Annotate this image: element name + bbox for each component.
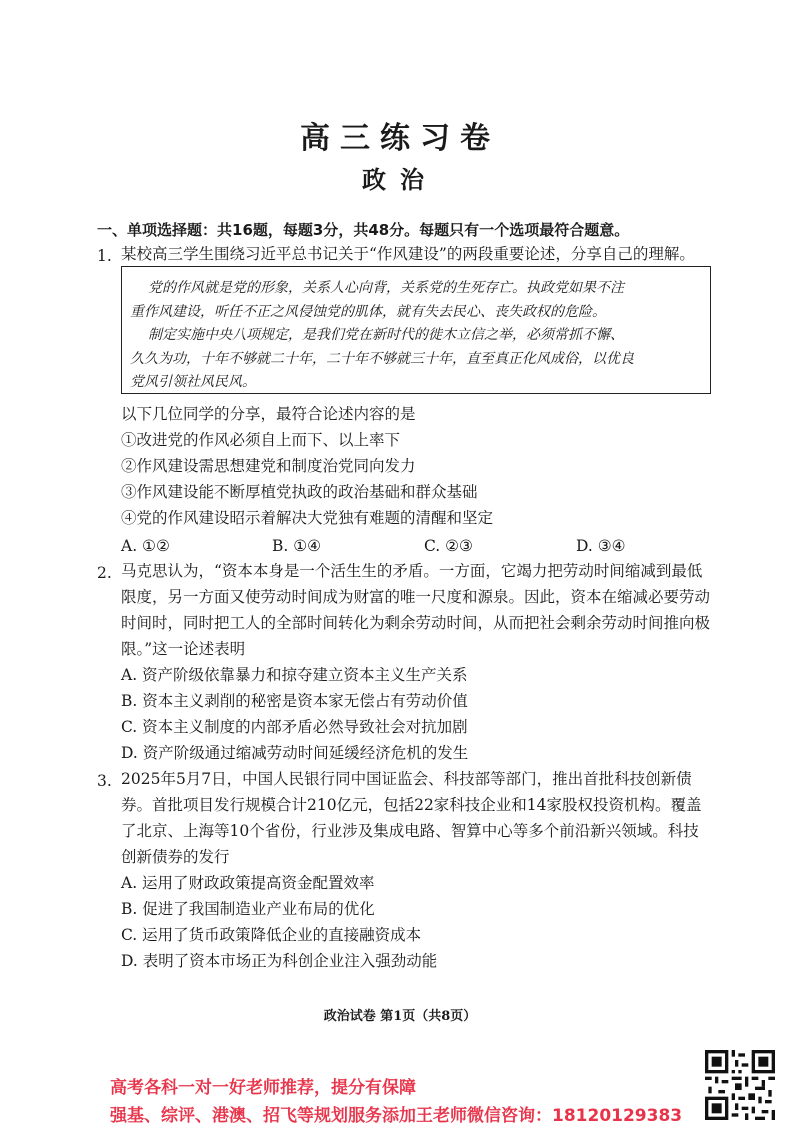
- q1-statement: ③作风建设能不断厚植党执政的政治基础和群众基础: [121, 483, 478, 501]
- q2-option-d: D. 资产阶级通过缩减劳动时间延缓经济危机的发生: [121, 744, 469, 762]
- q3-option-c: C. 运用了货币政策降低企业的直接融资成本: [121, 926, 422, 944]
- q1-prompt: 以下几位同学的分享，最符合论述内容的是: [121, 405, 416, 423]
- q3-stem-line: 创新债券的发行: [121, 848, 230, 866]
- q2-option-c: C. 资本主义制度的内部矛盾必然导致社会对抗加剧: [121, 718, 468, 736]
- q1-quote-line: 党的作风就是党的形象，关系人心向背，关系党的生死存亡。执政党如果不注: [148, 280, 624, 296]
- q3-stem-line: 了北京、上海等10个省份，行业涉及集成电路、智算中心等多个前沿新兴领域。科技: [121, 822, 699, 840]
- qr-code-icon: [705, 1050, 775, 1120]
- q1-option-b: B. ①④: [272, 537, 322, 555]
- page-footer: 政治试卷 第1页（共8页）: [323, 1009, 477, 1024]
- q3-stem-line: 2025年5月7日，中国人民银行同中国证监会、科技部等部门，推出首批科技创新债: [121, 770, 692, 788]
- ad-line-2: 强基、综评、港澳、招飞等规划服务添加王老师微信咨询：18120129383: [110, 1106, 683, 1126]
- q2-stem-line: 时间时，同时把工人的全部时间转化为剩余劳动时间，从而把社会剩余劳动时间推向极: [121, 614, 711, 632]
- q1-number: 1.: [97, 247, 112, 265]
- ad-line-1: 高考各科一对一好老师推荐，提分有保障: [110, 1078, 416, 1098]
- q2-number: 2.: [97, 564, 112, 582]
- q1-option-c: C. ②③: [424, 537, 473, 555]
- q2-stem-line: 限度，另一方面又使劳动时间成为财富的唯一尺度和源泉。因此，资本在缩减必要劳动: [121, 588, 711, 606]
- q2-stem-line: 限。”这一论述表明: [121, 640, 246, 658]
- q3-option-b: B. 促进了我国制造业产业布局的优化: [121, 900, 375, 918]
- subject-title: 政治: [362, 166, 438, 194]
- q2-option-b: B. 资本主义剥削的秘密是资本家无偿占有劳动价值: [121, 692, 468, 710]
- q1-statement: ④党的作风建设昭示着解决大党独有难题的清醒和坚定: [121, 509, 494, 527]
- section-heading: 一、单项选择题：共16题，每题3分，共48分。每题只有一个选项最符合题意。: [97, 221, 630, 239]
- q1-option-d: D. ③④: [576, 537, 626, 555]
- q1-stem: 某校高三学生围绕习近平总书记关于“作风建设”的两段重要论述，分享自己的理解。: [121, 245, 695, 263]
- q1-quote-box: [121, 266, 711, 394]
- q1-quote-line: 重作风建设，听任不正之风侵蚀党的肌体，就有失去民心、丧失政权的危险。: [130, 304, 606, 320]
- q3-option-d: D. 表明了资本市场正为科创企业注入强劲动能: [121, 952, 438, 970]
- q1-quote-line: 久久为功，十年不够就二十年，二十年不够就三十年，直至真正化风成俗，以优良: [130, 351, 634, 367]
- q3-option-a: A. 运用了财政政策提高资金配置效率: [121, 874, 375, 892]
- q2-option-a: A. 资产阶级依靠暴力和掠夺建立资本主义生产关系: [121, 666, 468, 684]
- q3-stem-line: 券。首批项目发行规模合计210亿元，包括22家科技企业和14家股权投资机构。覆盖: [121, 796, 702, 814]
- q1-statement: ①改进党的作风必须自上而下、以上率下: [121, 431, 401, 449]
- q2-stem-line: 马克思认为，“资本本身是一个活生生的矛盾。一方面，它竭力把劳动时间缩减到最低: [121, 562, 703, 580]
- q1-statement: ②作风建设需思想建党和制度治党同向发力: [121, 457, 416, 475]
- q1-quote-line: 制定实施中央八项规定，是我们党在新时代的徙木立信之举，必须常抓不懈、: [148, 327, 624, 343]
- page-title: 高三练习卷: [300, 121, 500, 156]
- q1-quote-line: 党风引领社风民风。: [130, 374, 256, 390]
- q3-number: 3.: [97, 772, 112, 790]
- q1-option-a: A. ①②: [121, 537, 170, 555]
